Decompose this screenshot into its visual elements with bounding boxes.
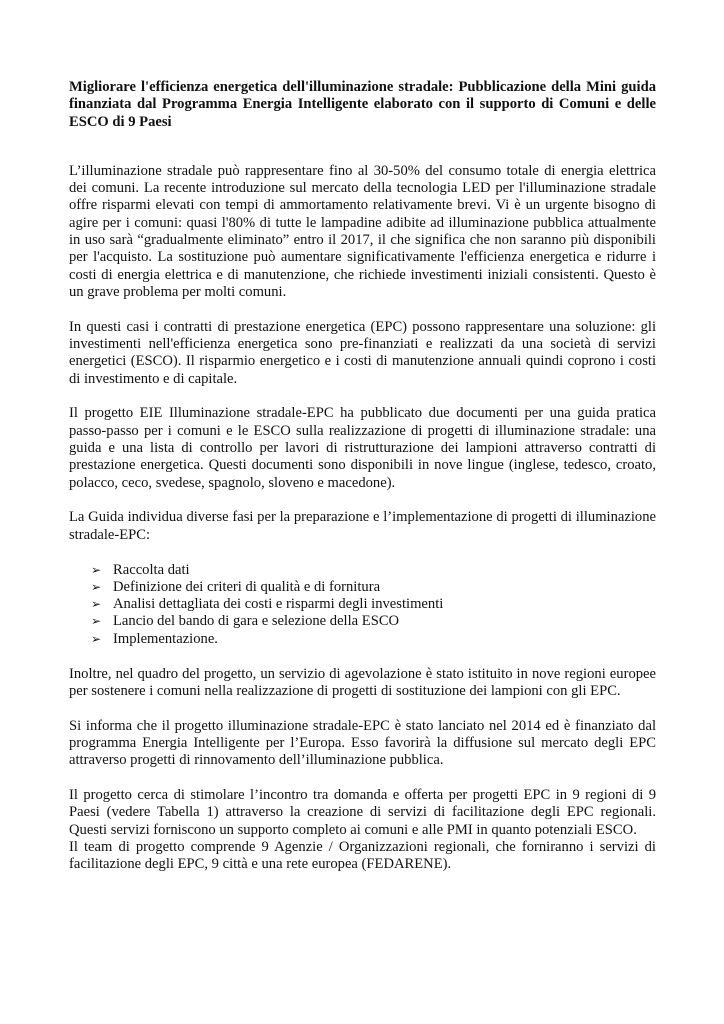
list-item-text: Implementazione. [113, 630, 218, 647]
paragraph-intro: L’illuminazione stradale può rappresentare fino al 30-50% del consumo totale di energia elettrica dei comuni. La recente introduzione sul mercato della tecnologia LED per l'illuminazione stradale offre risparmi elevati con tempi di ammortamento relativamente brevi. Vi è un urgente bisogno di agire per i comuni: quasi l'80% di tutte le lampadine adibite ad illuminazione pubblica attualmente in uso sarà “gradualmente eliminato” entro il 2017, il che significa che non saranno più disponibili per l'acquisto. La sostituzione può aumentare significativamente l'efficienza energetica e ridurre i costi di energia elettrica e di manutenzione, che richiede investimenti iniziali consistenti. Questo è un grave problema per molti comuni. [69, 162, 656, 300]
paragraph-project-documents: Il progetto EIE Illuminazione stradale-EPC ha pubblicato due documenti per una guida pratica passo-passo per i comuni e le ESCO sulla realizzazione di progetti di illuminazione stradale: una guida e una lista di controllo per lavori di ristrutturazione dei lampioni attraverso contratti di prestazione energetica. Questi documenti sono disponibili in nove lingue (inglese, tedesco, croato, polacco, ceco, svedese, spagnolo, sloveno e macedone). [69, 405, 656, 491]
arrow-bullet-icon: ➢ [91, 579, 102, 594]
list-item [91, 613, 656, 630]
phases-list [69, 562, 656, 648]
document-title: Migliorare l'efficienza energetica dell'illuminazione stradale: Pubblicazione della Mini guida finanziata dal Programma Energia Intelligente elaborato con il supporto di Comuni e delle ESCO di 9 Paesi [69, 79, 656, 130]
list-item [91, 579, 656, 596]
list-item-text: Definizione dei criteri di qualità e di fornitura [113, 578, 381, 595]
document-page [69, 79, 656, 891]
paragraph-epc-solution: In questi casi i contratti di prestazione energetica (EPC) possono rappresentare una soluzione: gli investimenti nell'efficienza energetica sono pre-finanziati e realizzati da una società di servizi energetici (ESCO). Il risparmio energetico e i costi di manutenzione annuali quindi coprono i costi di investimento e di capitale. [69, 318, 656, 387]
list-item [91, 596, 656, 613]
list-item [91, 631, 656, 648]
paragraph-facilitation-service: Inoltre, nel quadro del progetto, un servizio di agevolazione è stato istituito in nove regioni europee per sostenere i comuni nella realizzazione di progetti di sostituzione dei lampioni con gli EPC. [69, 665, 656, 699]
arrow-bullet-icon: ➢ [91, 631, 102, 646]
arrow-bullet-icon: ➢ [91, 562, 102, 577]
paragraph-project-team: Il team di progetto comprende 9 Agenzie / Organizzazioni regionali, che forniranno i servizi di facilitazione degli EPC, 9 città e una rete europea (FEDARENE). [69, 838, 656, 873]
paragraph-project-goals: Il progetto cerca di stimolare l’incontro tra domanda e offerta per progetti EPC in 9 regioni di 9 Paesi (vedere Tabella 1) attraverso la creazione di servizi di facilitazione degli EPC regionali. Questi servizi forniscono un supporto completo ai comuni e alle PMI in quanto potenziali ESCO. [69, 787, 656, 838]
list-item [91, 562, 656, 579]
paragraph-project-launch: Si informa che il progetto illuminazione stradale-EPC è stato lanciato nel 2014 ed è finanziato dal programma Energia Intelligente per l’Europa. Esso favorirà la diffusione sul mercato degli EPC attraverso progetti di rinnovamento dell’illuminazione pubblica. [69, 717, 656, 769]
arrow-bullet-icon: ➢ [91, 614, 102, 629]
list-item-text: Analisi dettagliata dei costi e risparmi degli investimenti [113, 596, 444, 613]
paragraph-guide-phases: La Guida individua diverse fasi per la preparazione e l’implementazione di progetti di illuminazione stradale-EPC: [69, 509, 656, 543]
list-item-text: Raccolta dati [113, 561, 190, 578]
arrow-bullet-icon: ➢ [91, 597, 102, 612]
list-item-text: Lancio del bando di gara e selezione della ESCO [113, 613, 400, 630]
